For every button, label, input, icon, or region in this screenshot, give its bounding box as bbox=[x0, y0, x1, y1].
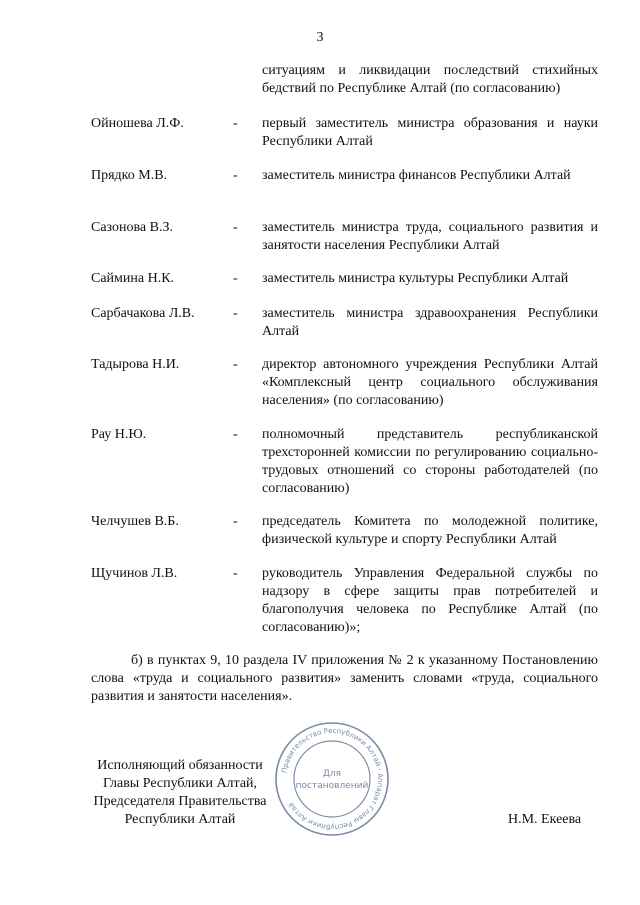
member-role: заместитель министра культуры Республики Алтай bbox=[262, 271, 569, 286]
signatory-title-line: Республики Алтай bbox=[124, 812, 236, 827]
dash-separator: - bbox=[233, 514, 238, 529]
stamp-outer-ring bbox=[276, 723, 388, 835]
dash-separator: - bbox=[233, 357, 238, 372]
dash-separator: - bbox=[233, 427, 238, 442]
member-role: полномочный представитель республиканской трехсторонней комиссии по регулированию социально-трудовых отношений со стороны работодателей (по согласованию) bbox=[262, 427, 598, 496]
signatory-name: Н.М. Екеева bbox=[508, 812, 582, 827]
signatory-title-line: Главы Республики Алтай, bbox=[102, 776, 258, 791]
page-number: 3 bbox=[316, 30, 324, 45]
continued-role-text: ситуациям и ликвидации последствий стихийных бедствий по Республике Алтай (по согласованию) bbox=[262, 63, 598, 96]
member-name: Сарбачакова Л.В. bbox=[91, 306, 195, 321]
member-name: Тадырова Н.И. bbox=[91, 357, 180, 372]
member-name: Ойношева Л.Ф. bbox=[91, 116, 184, 131]
member-role: первый заместитель министра образования и науки Республики Алтай bbox=[262, 116, 598, 149]
member-name: Прядко М.В. bbox=[91, 168, 168, 183]
stamp-inner-text: Для bbox=[322, 769, 342, 779]
dash-separator: - bbox=[233, 168, 238, 183]
dash-separator: - bbox=[233, 220, 238, 235]
dash-separator: - bbox=[233, 306, 238, 321]
signatory-title-line: Председателя Правительства bbox=[93, 794, 267, 809]
member-role: руководитель Управления Федеральной службы по надзору в сфере защиты прав потребителей и благополучия человека по Республике Алтай (по согласованию)»; bbox=[262, 566, 598, 635]
dash-separator: - bbox=[233, 271, 238, 286]
dash-separator: - bbox=[233, 566, 238, 581]
member-name: Сазонова В.З. bbox=[91, 220, 173, 235]
stamp-outer-text: Правительство Республики Алтай · Аппарат Главы Республики Алтай bbox=[280, 726, 385, 832]
signatory-title-line: Исполняющий обязанности bbox=[97, 758, 263, 773]
dash-separator: - bbox=[233, 116, 238, 131]
amendment-paragraph: б) в пунктах 9, 10 раздела IV приложения № 2 к указанному Постановлению слова «труда и социального развития» заменить словами «труда, социального развития и занятости населения». bbox=[91, 653, 598, 704]
official-stamp bbox=[274, 721, 390, 837]
member-name: Челчушев В.Б. bbox=[91, 514, 179, 529]
stamp-inner-ring bbox=[294, 741, 370, 817]
member-role: заместитель министра здравоохранения Республики Алтай bbox=[262, 306, 598, 339]
stamp-inner-text: постановлений bbox=[295, 781, 369, 791]
member-role: директор автономного учреждения Республики Алтай «Комплексный центр социального обслуживания населения» (по согласованию) bbox=[262, 357, 598, 408]
member-role: заместитель министра финансов Республики Алтай bbox=[262, 168, 571, 183]
member-name: Саймина Н.К. bbox=[91, 271, 175, 286]
member-name: Щучинов Л.В. bbox=[91, 566, 178, 581]
signatory-title bbox=[80, 757, 280, 829]
member-name: Рау Н.Ю. bbox=[91, 427, 147, 442]
member-role: председатель Комитета по молодежной политике, физической культуре и спорту Республики Алтай bbox=[262, 514, 598, 547]
member-role: заместитель министра труда, социального развития и занятости населения Республики Алтай bbox=[262, 220, 598, 253]
